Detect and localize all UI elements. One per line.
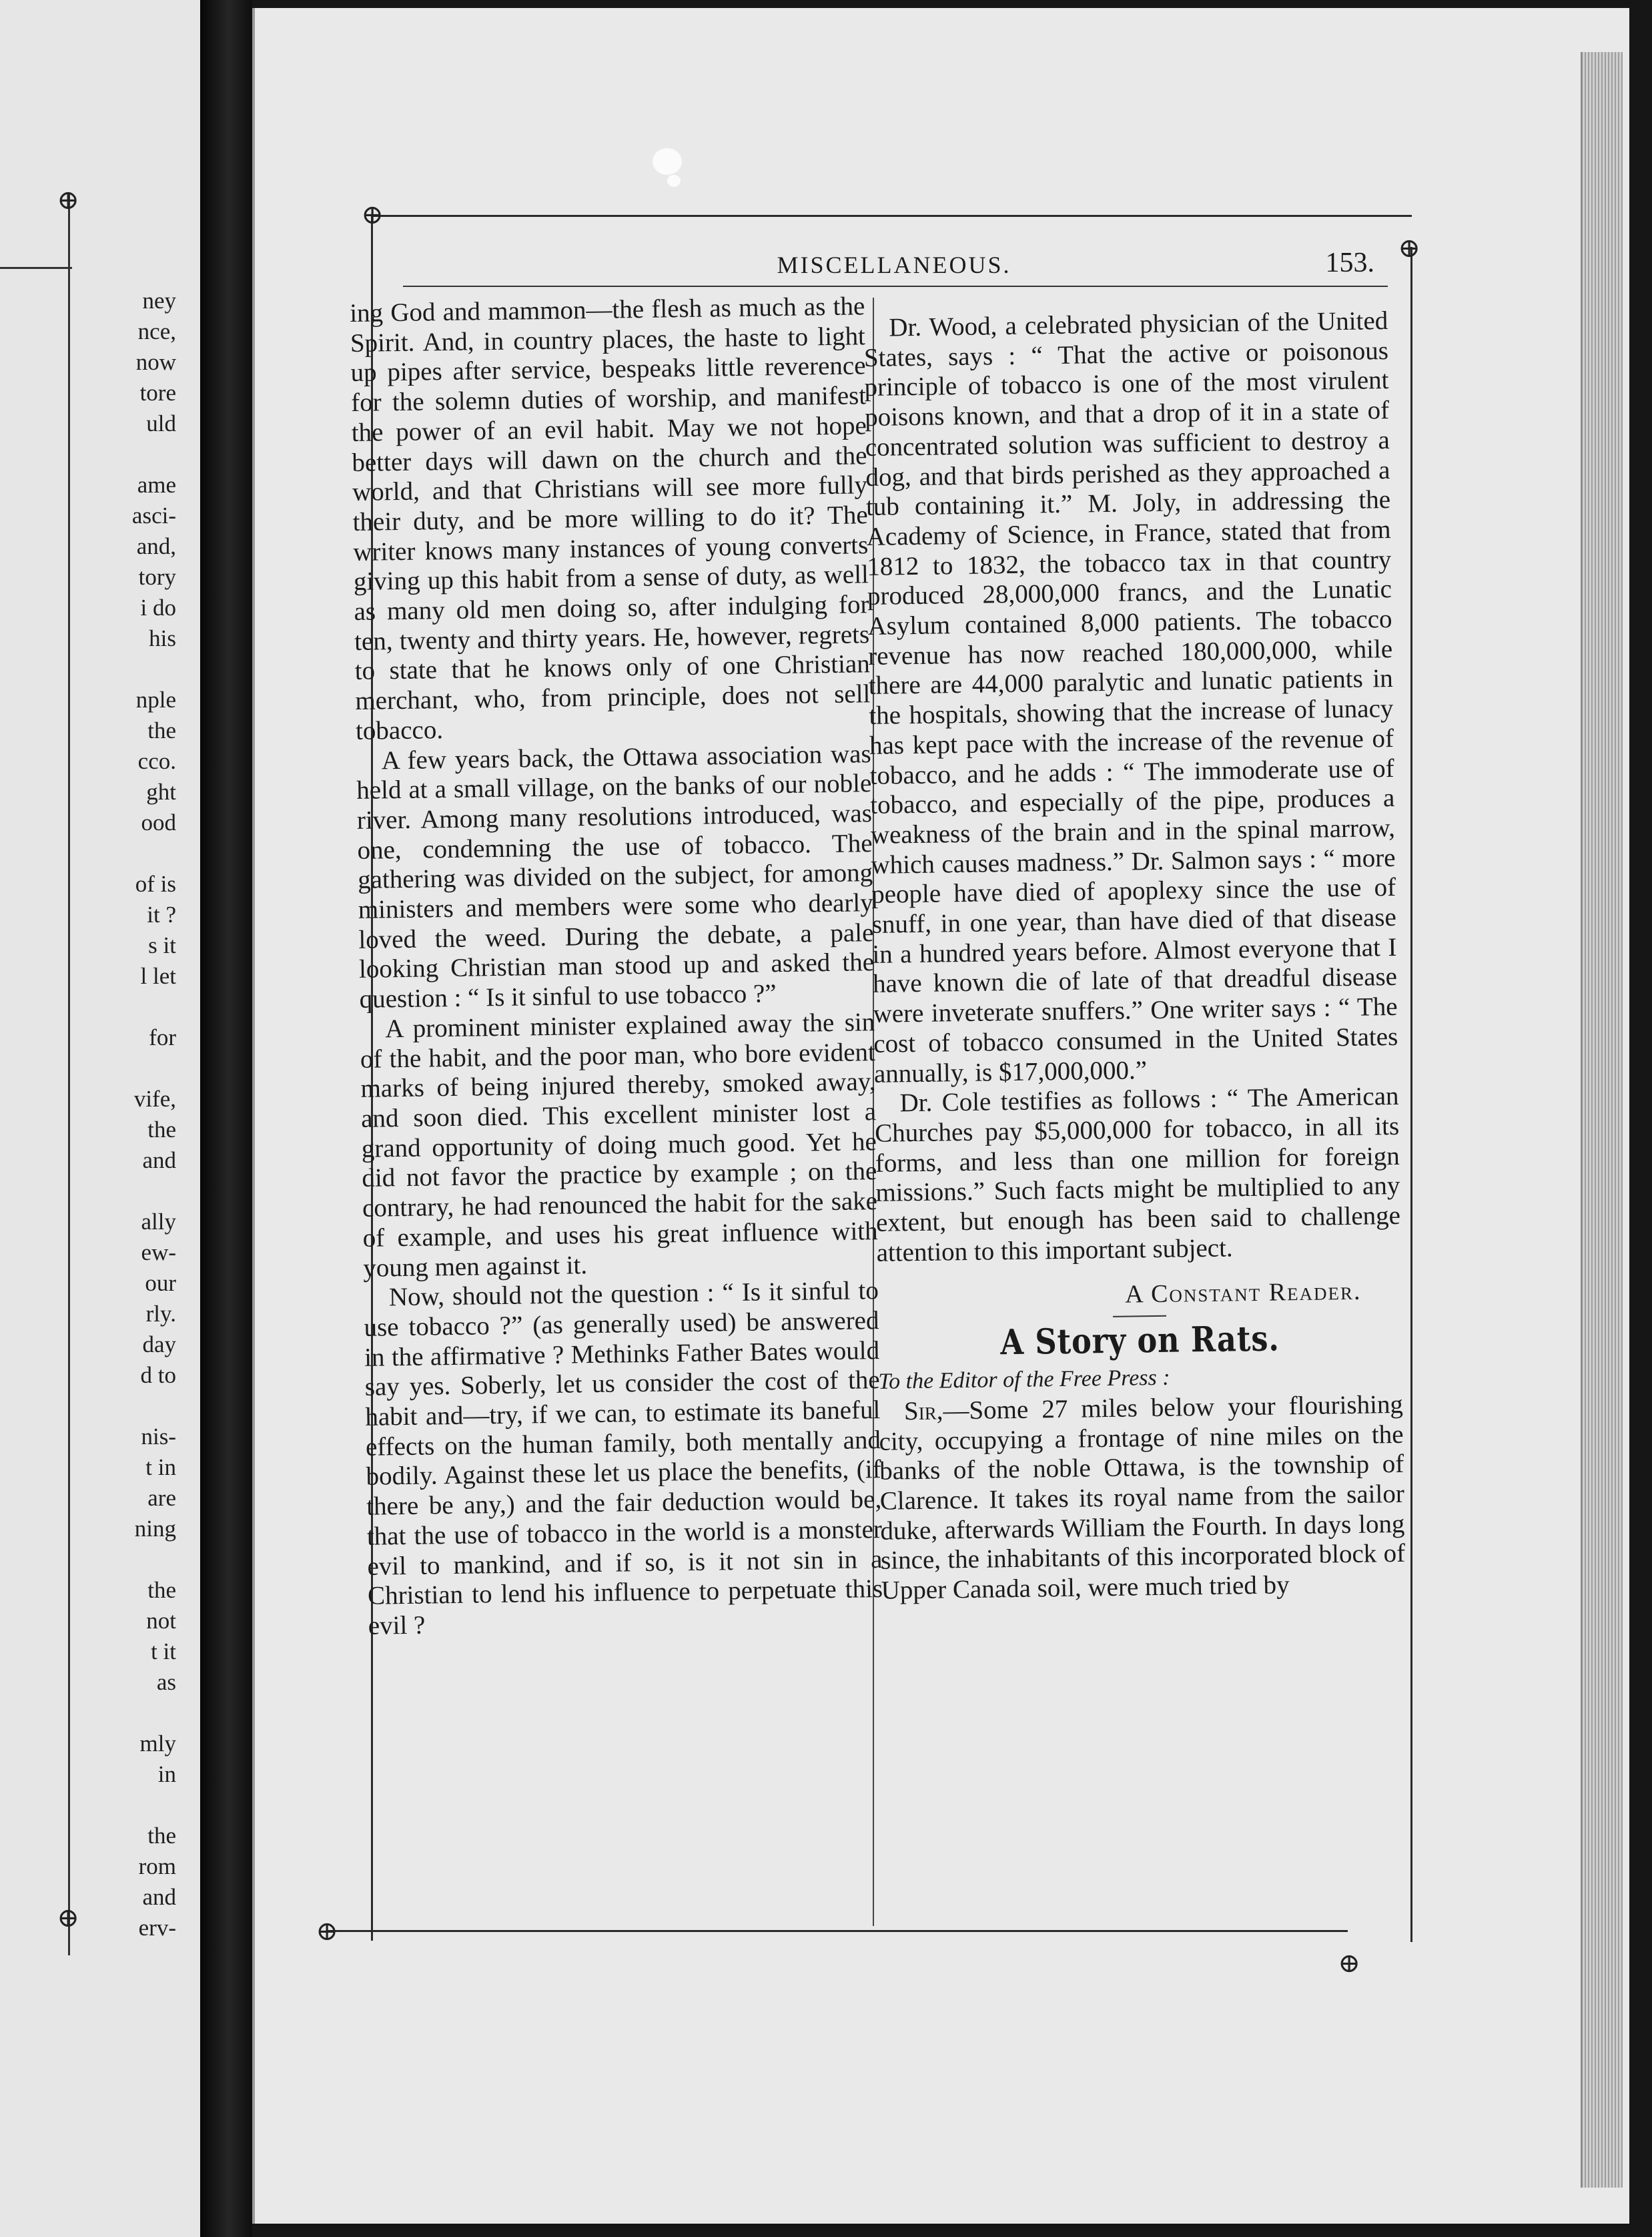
text-fragment: [116, 1391, 176, 1421]
text-fragment: and: [142, 1884, 176, 1910]
text-fragment: [116, 838, 176, 869]
text-fragment: [116, 992, 176, 1022]
paragraph: A prominent minister explained away the sin of the habit, and the poor man, who bore evident marks of being injured thereby, smoked away, and soon died. This excellent minister lost a grand opportunity of doing much good. Yet he did not favor the practice by example ; on the contrary, he had renounced the habit for the sake of example, and uses his great influence with young men against it.: [360, 1007, 878, 1283]
text-fragment: and,: [136, 533, 176, 559]
paper-blemish: [653, 148, 682, 175]
previous-page-text-fragments: [116, 286, 176, 1943]
paragraph: Dr. Cole testifies as follows : “ The American Churches pay $5,000,000 for tobacco, in all its forms, and less than one million for foreign missions.” Such facts might be multiplied to any extent, but enough has been said to challenge attention to this important subject.: [874, 1082, 1401, 1267]
page-edges: [1581, 52, 1623, 2188]
text-fragment: erv-: [138, 1915, 176, 1941]
text-fragment: t it: [151, 1638, 176, 1664]
text-fragment: [116, 654, 176, 685]
right-column: [863, 306, 1406, 1606]
text-fragment: s it: [148, 932, 176, 958]
text-fragment: nple: [135, 687, 176, 713]
text-fragment: not: [146, 1608, 176, 1634]
text-fragment: ney: [142, 288, 176, 314]
text-fragment: l let: [140, 963, 176, 989]
text-fragment: of is: [135, 871, 176, 897]
text-fragment: ood: [141, 810, 176, 836]
text-fragment: ame: [137, 472, 176, 498]
text-fragment: [116, 1053, 176, 1084]
crosshair-ornament-icon: ⊕: [1398, 233, 1420, 263]
crosshair-ornament-icon: ⊕: [57, 1903, 79, 1933]
paper-blemish: [667, 175, 681, 187]
frame-bottom-rule: [327, 1930, 1348, 1932]
text-fragment: in: [157, 1761, 176, 1787]
text-fragment: [116, 1544, 176, 1575]
running-header: [400, 247, 1388, 287]
text-fragment: mly: [139, 1730, 176, 1756]
text-fragment: his: [149, 625, 176, 651]
text-fragment: now: [135, 349, 176, 375]
text-fragment: asci-: [131, 503, 176, 529]
previous-page: [0, 0, 204, 2237]
text-fragment: ning: [134, 1516, 176, 1542]
paragraph: A few years back, the Ottawa association was held at a small village, on the banks of our noble river. Among many resolutions introduced, was one, condemning the use of tobacco. The gathering was divided on the subject, for among ministers and members were some who dearly loved the weed. During the debate, a pale looking Christian man stood up and asked the question : “ Is it sinful to use tobacco ?”: [356, 739, 875, 1014]
crosshair-ornament-icon: ⊕: [1338, 1948, 1360, 1978]
article-body: [879, 1390, 1406, 1606]
page-number: 153.: [1325, 248, 1374, 278]
text-fragment: t in: [145, 1454, 176, 1480]
text-fragment: [116, 1176, 176, 1207]
book-gutter: [200, 0, 252, 2237]
text-fragment: for: [149, 1024, 176, 1050]
text-fragment: cco.: [137, 748, 176, 774]
text-fragment: d to: [140, 1362, 176, 1388]
text-fragment: and: [142, 1147, 176, 1173]
article-title: A Story on Rats.: [999, 1318, 1280, 1363]
text-fragment: the: [147, 1116, 176, 1143]
crosshair-ornament-icon: ⊕: [57, 185, 79, 215]
text-fragment: the: [147, 717, 176, 743]
crosshair-ornament-icon: ⊕: [361, 200, 384, 230]
text-fragment: day: [142, 1331, 176, 1357]
text-fragment: the: [147, 1577, 176, 1603]
text-fragment: our: [145, 1270, 176, 1296]
text-fragment: nis-: [141, 1423, 176, 1450]
signature: A Constant Reader.: [1124, 1277, 1362, 1309]
section-title: MISCELLANEOUS.: [777, 252, 1011, 278]
paragraph: Now, should not the question : “ Is it sinful to use tobacco ?” (as generally used) be answered in the affirmative ? Methinks Father Bates would say yes. Soberly, let us consider the cost of the habit and—try, if we can, to estimate its baneful effects on the human family, both mentally and bodily. Against these let us place the benefits, (if there be any,) and the fair deduction would be, that the use of tobacco in the world is a monster evil to mankind, and if so, is it not sin in a Christian to lend his influence to perpetuate this evil ?: [364, 1276, 883, 1640]
text-fragment: are: [147, 1485, 176, 1511]
left-column: [350, 292, 883, 1641]
text-fragment: ght: [146, 779, 176, 805]
previous-page-header-rule: [0, 267, 72, 269]
text-fragment: tory: [138, 564, 176, 590]
text-fragment: [116, 1698, 176, 1728]
paragraph: ing God and mammon—the flesh as much as the Spirit. And, in country places, the haste to light up pipes after service, bespeaks little reverence for the solemn duties of worship, and manifest the power of an evil habit. May we not hope better days will dawn on the church and the world, and that Christians will see more fully their duty, and be more willing to do it? The writer knows many instances of young converts giving up this habit from a sense of duty, as well as many old men doing so, after indulging for ten, twenty and thirty years. He, however, regrets to state that he knows only of one Christian merchant, who, from principle, does not sell tobacco.: [350, 292, 871, 745]
previous-page-frame-line: [68, 194, 70, 1955]
opening-word: Sir,: [903, 1396, 943, 1426]
text-fragment: ew-: [141, 1239, 176, 1265]
text-fragment: nce,: [137, 318, 176, 344]
text-fragment: ally: [141, 1209, 176, 1235]
text-fragment: vife,: [133, 1086, 176, 1112]
text-fragment: uld: [146, 410, 176, 436]
text-fragment: rly.: [145, 1301, 176, 1327]
paragraph: Dr. Wood, a celebrated physician of the United States, says : “ That the active or poisonous principle of tobacco is one of the most virulent poisons known, and that a drop of it in a state of concentrated solution was sufficient to destroy a dog, and that birds perished as they approached a tub containing it.” M. Joly, in addressing the Academy of Science, in France, stated that from 1812 to 1832, the tobacco tax in that country produced 28,000,000 francs, and the Lunatic Asylum contained 8,000 patients. The tobacco revenue has now reached 180,000,000, while there are 44,000 paralytic and lunatic patients in the hospitals, showing that the increase of lunacy has kept pace with the increase of the revenue of tobacco, and he adds : “ The immoderate use of tobacco, and especially of the pipe, produces a weakness of the brain and in the spinal marrow, which causes madness.” Dr. Salmon says : “ more people have died of apoplexy since the use of snuff, in one year, than have died of that disease in a hundred years before. Almost everyone that I have known die of late of that dreadful disease were inveterate snuffers.” One writer says : “ The cost of tobacco consumed in the United States annually, is $17,000,000.”: [863, 306, 1398, 1088]
text-fragment: tore: [139, 380, 176, 406]
article-body-text: —Some 27 miles below your flourishing city, occupying a frontage of nine miles on the banks of the noble Ottawa, is the township of Clarence. It takes its royal name from the sailor duke, afterwards William the Fourth. In days long since, the inhabitants of this incorporated block of Upper Canada soil, were much tried by: [879, 1389, 1406, 1605]
salutation: To the Editor of the Free Press :: [878, 1365, 1170, 1395]
crosshair-ornament-icon: ⊕: [316, 1916, 338, 1946]
text-fragment: [116, 439, 176, 470]
text-fragment: the: [147, 1823, 176, 1849]
text-fragment: i do: [140, 595, 176, 621]
text-fragment: it ?: [147, 902, 176, 928]
article-separator: [1113, 1315, 1166, 1317]
text-fragment: as: [156, 1669, 176, 1695]
header-rule: [403, 286, 1388, 287]
text-fragment: [116, 1790, 176, 1821]
frame-right-rule: [1410, 247, 1412, 1942]
text-fragment: rom: [138, 1853, 176, 1879]
